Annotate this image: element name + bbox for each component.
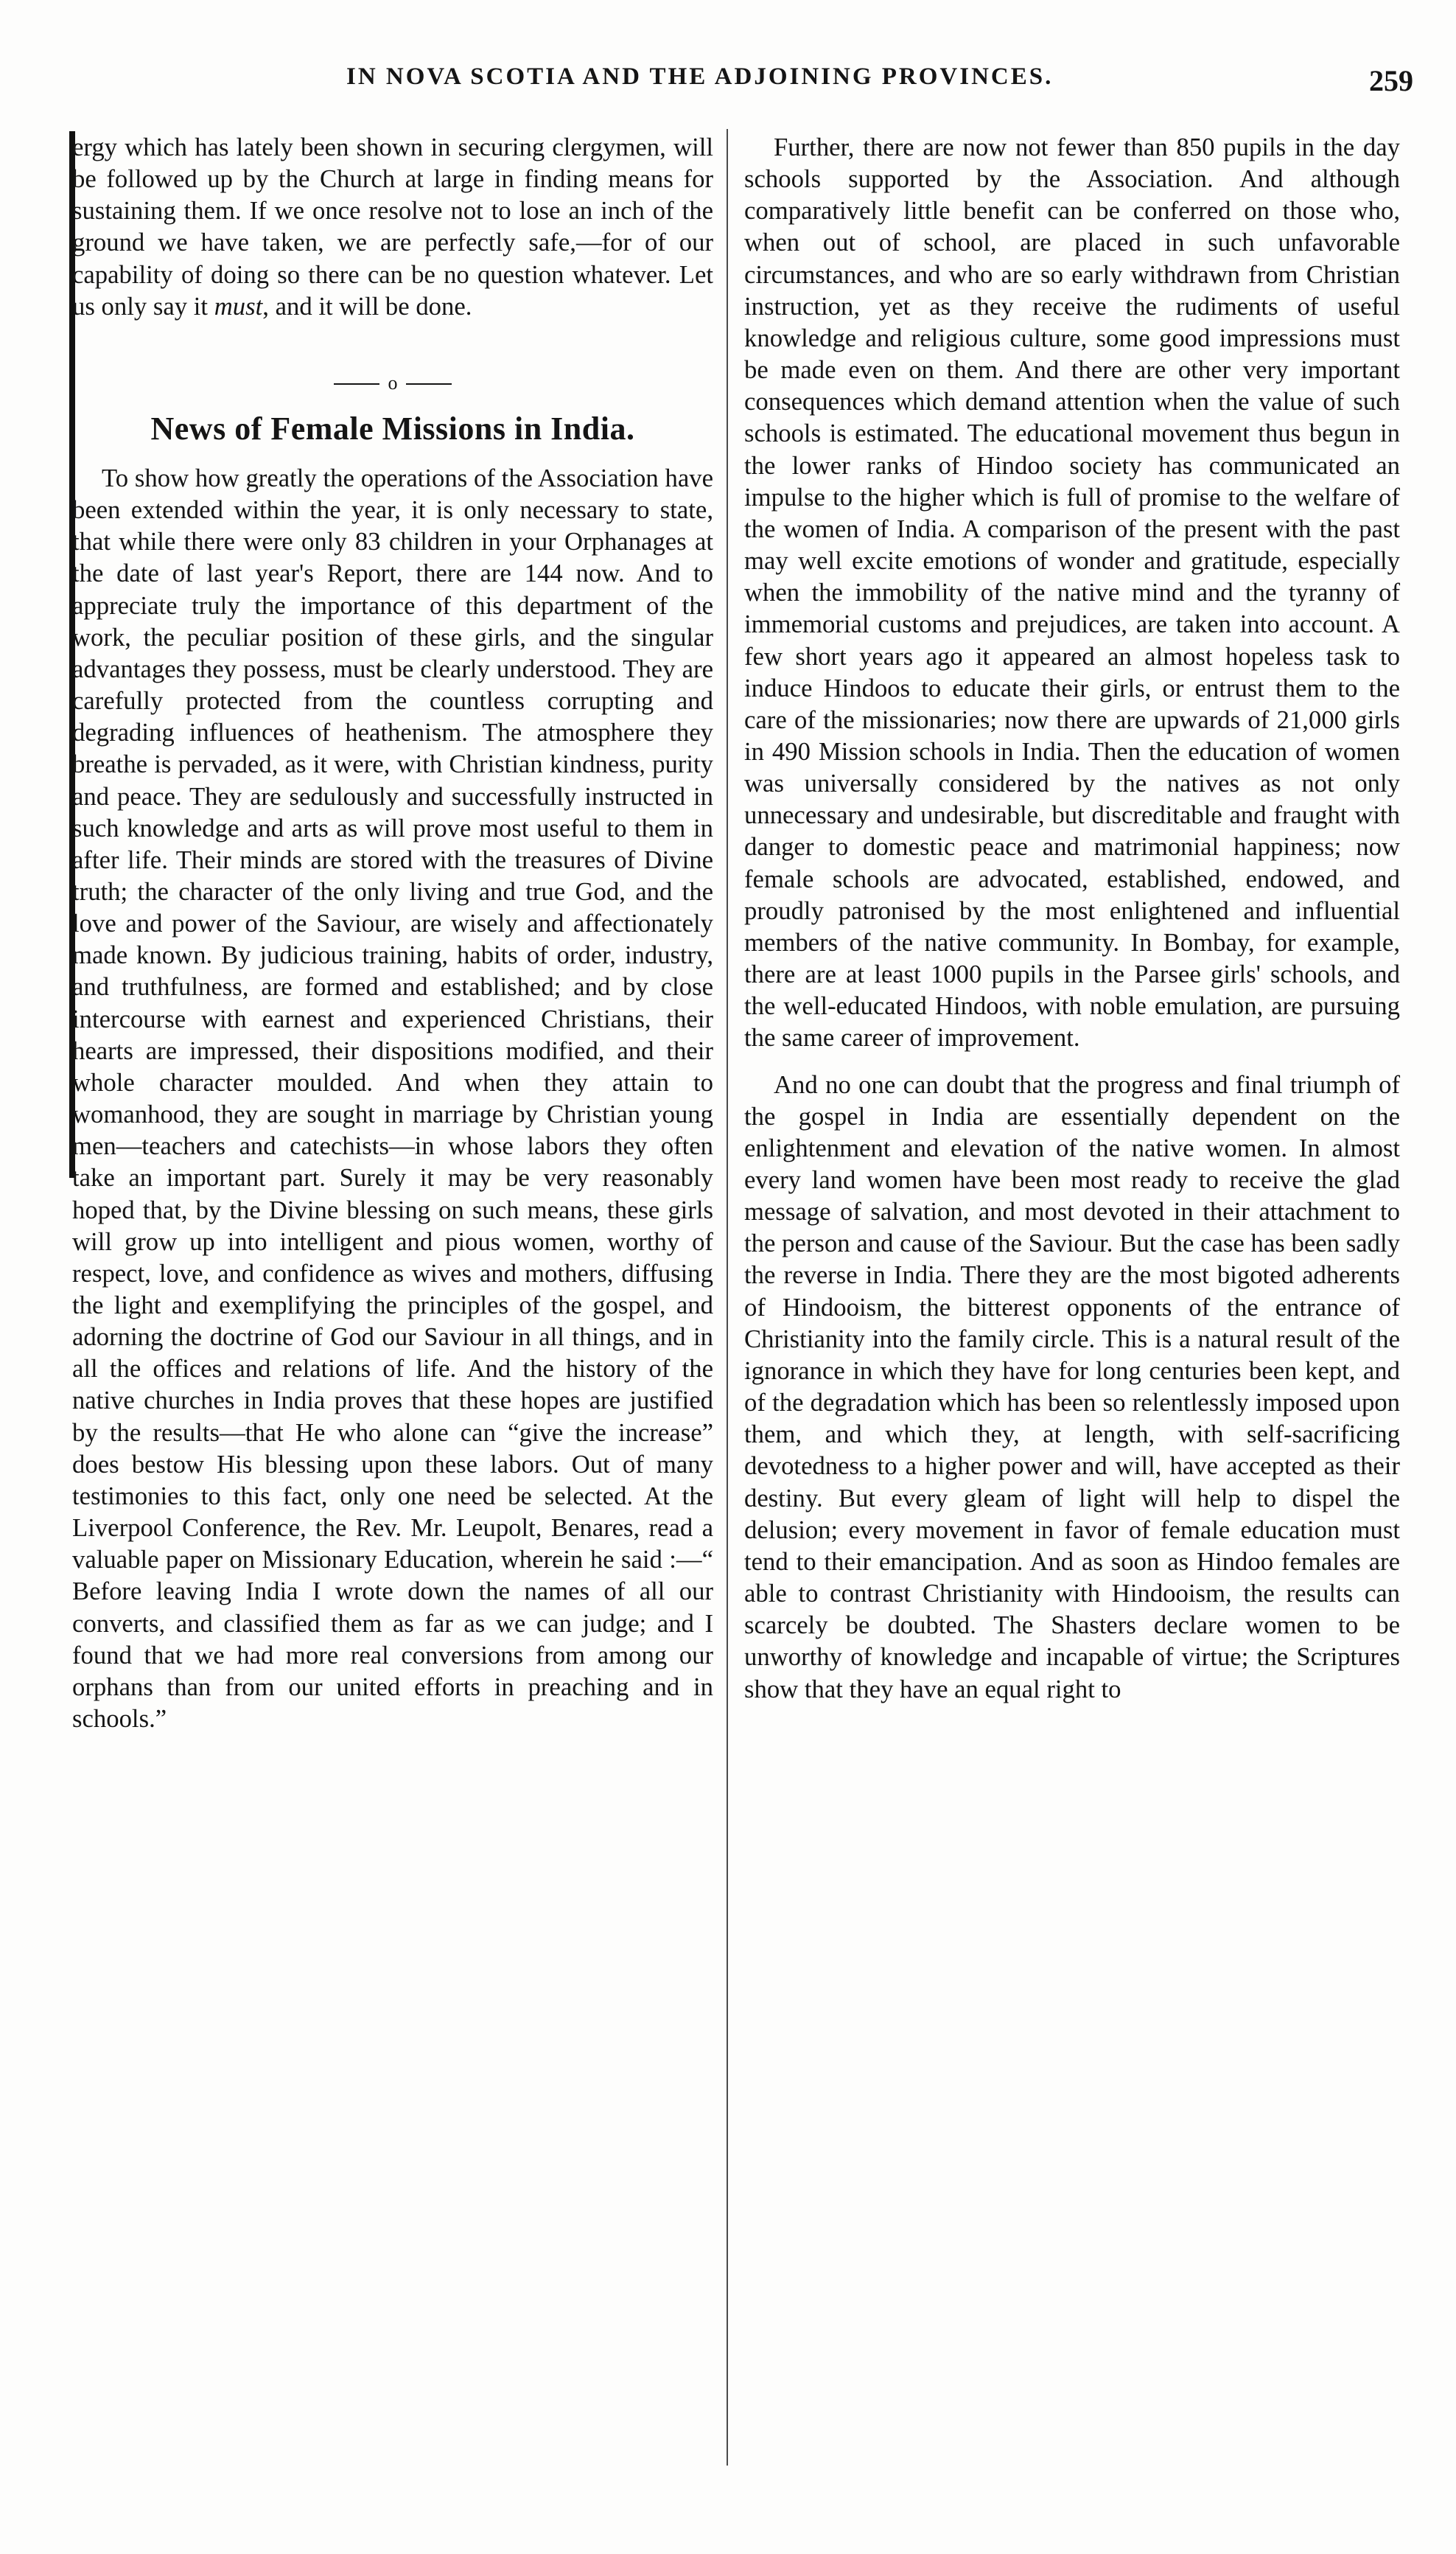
emphasis-must: must <box>214 291 263 321</box>
article-paragraph: To show how greatly the operations of the Association have been extended within the year, it is only necessary to state, that while there were only 83 children in your Orphanages at the date of last year's Report, there are 144 now. And to appreciate truly the importance of this department of the work, the peculiar position of these girls, and the singular advantages they possess, must be clearly understood. They are carefully protected from the countless corrupting and degrading influences of heathenism. The atmosphere they breathe is pervaded, as it were, with Christian kindness, purity and peace. They are sedulously and successfully instructed in such knowledge and arts as will prove most useful to them in after life. Their minds are stored with the treasures of Divine truth; the character of the only living and true God, and the love and power of the Saviour, are wisely and affectionately made known. By judicious training, habits of order, industry, and truthfulness, are formed and established; and by close intercourse with earnest and experienced Christians, their hearts are impressed, their dispositions modified, and their whole character moulded. And when they attain to womanhood, they are sought in marriage by Christian young men—teachers and catechists—in whose labors they often take an important part. Surely it may be very reasonably hoped that, by the Divine blessing on such means, these girls will grow up into intelligent and pious women, worthy of respect, love, and confidence as wives and mothers, diffusing the light and exemplifying the principles of the gospel, and adorning the doctrine of God our Saviour in all things, and in all the offices and relations of life. And the history of the native churches in India proves that these hopes are justified by the results—that He who alone can “give the increase” does bestow His blessing upon these labors. Out of many testimonies to this fact, only one need be selected. At the Liverpool Conference, the Rev. Mr. Leupolt, Benares, read a valuable paper on Missionary Education, wherein he said :—“ Before leaving India I wrote down the names of all our converts, and classified them as far as we can judge; and I found that we had more real conversions from among our orphans than from our united efforts in preaching and in schools.” <box>72 463 713 1734</box>
right-paragraph-2: And no one can doubt that the progress and final triumph of the gospel in India are essentially dependent on the enlightenment and elevation of the native women. In almost every land women have been most ready to receive the glad message of salvation, and most devoted in their attachment to the person and cause of the Saviour. But the case has been sadly the reverse in India. There they are the most bigoted adherents of Hindooism, the bitterest opponents of the entrance of Christianity into the family circle. This is a natural result of the ignorance in which they have for long centuries been kept, and of the degradation which has been so relentlessly imposed upon them, and which they, at length, with self-sacrificing devotedness to a higher power and will, have accepted as their destiny. But every gleam of light will help to dispel the delusion; every movement in favor of female education must tend to their emancipation. And as soon as Hindoo females are able to contrast Christianity with Hindooism, the results can scarcely be doubted. The Shasters declare women to be unworthy of knowledge and incapable of virtue; the Scriptures show that they have an equal right to <box>744 1070 1400 1703</box>
running-head: IN NOVA SCOTIA AND THE ADJOINING PROVINCES. <box>346 63 1054 90</box>
column-rule <box>727 129 728 2466</box>
section-separator: o <box>334 374 452 393</box>
continued-paragraph <box>72 131 713 322</box>
continued-paragraph-text: ergy which has lately been shown in securing clergymen, will be followed up by the Church at large in finding means for sustaining them. If we once resolve not to lose an inch of the ground we have taken, we are perfectly safe,—for of our capability of doing so there can be no question whatever. Let us only say it <box>72 133 713 321</box>
continued-paragraph-end: , and it will be done. <box>262 291 472 321</box>
page-number: 259 <box>1369 64 1413 97</box>
right-column <box>744 131 1400 1705</box>
left-column <box>72 131 713 1734</box>
article-title: News of Female Missions in India. <box>150 410 635 447</box>
right-paragraph-1: Further, there are now not fewer than 850 pupils in the day schools supported by the Association. And although comparatively little benefit can be conferred on those who, when out of school, are placed in such unfavorable circumstances, and who are so early withdrawn from Christian instruction, yet as they receive the rudiments of useful knowledge and religious culture, some good impressions must be made even on them. And there are other very important consequences which demand attention when the value of such schools is estimated. The educational movement thus begun in the lower ranks of Hindoo society has communicated an impulse to the higher which is full of promise to the welfare of the women of India. A comparison of the present with the past may well excite emotions of wonder and gratitude, especially when the immobility of the native mind and the tyranny of immemorial customs and prejudices, are taken into account. A few short years ago it appeared an almost hopeless task to induce Hindoos to educate their girls, or entrust them to the care of the missionaries; now there are upwards of 21,000 girls in 490 Mission schools in India. Then the education of women was universally considered by the natives as not only unnecessary and undesirable, but discreditable and fraught with danger to domestic peace and matrimonial happiness; now female schools are advocated, established, endowed, and proudly patronised by the most enlightened and influential members of the native community. In Bombay, for example, there are at least 1000 pupils in the Parsee girls' schools, and the well-educated Hindoos, with noble emulation, are pursuing the same career of improvement. <box>744 133 1400 1053</box>
